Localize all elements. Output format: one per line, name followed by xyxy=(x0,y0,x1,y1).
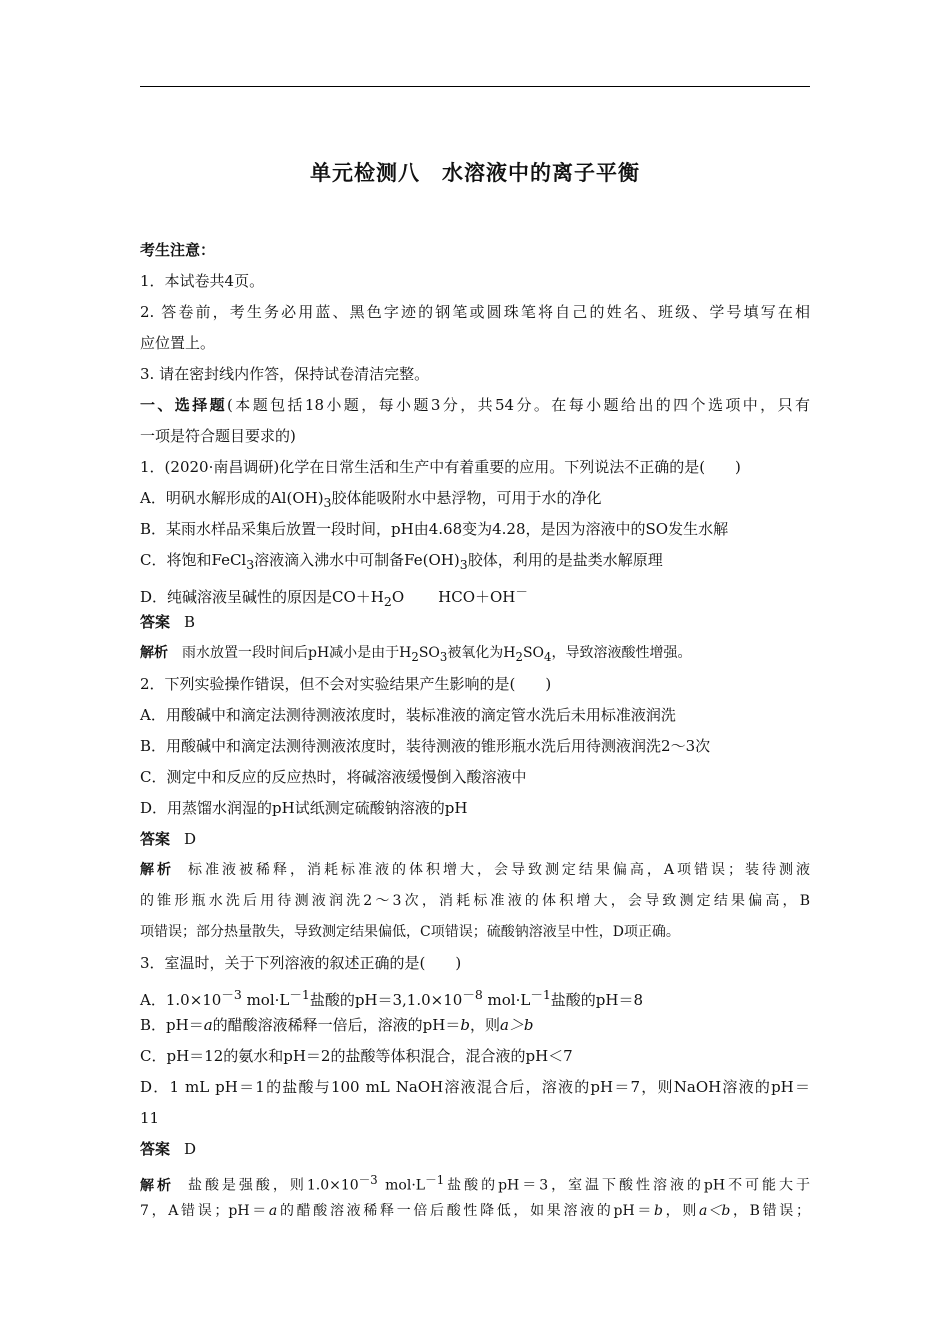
q2-option-b: B．用酸碱中和滴定法测待测液浓度时，装待测液的锥形瓶水洗后用待测液润洗2～3次 xyxy=(140,737,711,755)
answer-value: B xyxy=(184,613,196,631)
q1-stem: 1．(2020·南昌调研)化学在日常生活和生产中有着重要的应用。下列说法不正确的是( ) xyxy=(140,458,741,476)
q1-analysis: 解析 雨水放置一段时间后pH减小是由于$H_2SO_3$被氧化为$H_2SO_4$，导致溶液酸性增强。 xyxy=(140,645,692,664)
notice-item: 2. 答卷前，考生务必用蓝、黑色字迹的钢笔或圆珠笔将自己的姓名、班级、学号填写在相 xyxy=(140,303,810,321)
q2-stem: 2．下列实验操作错误，但不会对实验结果产生影响的是( ) xyxy=(140,675,552,693)
q3-option-b: B．pH＝a的醋酸溶液稀释一倍后，溶液的pH＝b，则a＞b xyxy=(140,1016,534,1034)
answer-value: D xyxy=(184,1140,197,1158)
q2-analysis-cont: 的锥形瓶水洗后用待测液润洗2～3次，消耗标准液的体积增大，会导致测定结果偏高，B xyxy=(140,893,810,909)
q1-option-a: A．明矾水解形成的$Al(OH)_3$胶体能吸附水中悬浮物，可用于水的净化 xyxy=(140,489,602,510)
q1-option-c: C．将饱和FeCl$_3$溶液滴入沸水中可制备$Fe(OH)_3$胶体，利用的是盐类水解原理 xyxy=(140,551,663,572)
q1-answer xyxy=(140,607,810,638)
analysis-label: 解析 xyxy=(140,645,168,661)
q2-analysis-cont: 项错误；部分热量散失，导致测定结果偏低，C项错误；硫酸钠溶液呈中性，D项正确。 xyxy=(140,924,680,940)
exam-content xyxy=(140,235,810,1227)
section-desc: (本题包括18小题，每小题3分，共54分。在每小题给出的四个选项中，只有 xyxy=(227,396,810,414)
answer-label: 答案 xyxy=(140,1140,171,1158)
q2-option-d: D．用蒸馏水润湿的pH试纸测定硫酸钠溶液的pH xyxy=(140,799,468,817)
q3-option-c: C．pH＝12的氨水和pH＝2的盐酸等体积混合，混合液的pH＜7 xyxy=(140,1047,573,1065)
q2-answer xyxy=(140,824,810,855)
section-heading: 一、选择题 xyxy=(140,396,228,414)
section-desc-cont: 一项是符合题目要求的) xyxy=(140,427,296,445)
notice-heading: 考生注意： xyxy=(140,241,216,259)
q2-option-a: A．用酸碱中和滴定法测待测液浓度时，装标准液的滴定管水洗后未用标准液润洗 xyxy=(140,706,676,724)
q1-option-d: D．纯碱溶液呈碱性的原因是$CO+H_2O$ HCO＋OH－ xyxy=(140,584,528,609)
q3-option-d-cont: 11 xyxy=(140,1109,160,1127)
notice-item: 3. 请在密封线内作答，保持试卷清洁完整。 xyxy=(140,365,430,383)
notice-item: 1．本试卷共4页。 xyxy=(140,272,265,290)
page-title: 单元检测八 水溶液中的离子平衡 xyxy=(310,161,640,185)
answer-label: 答案 xyxy=(140,830,171,848)
notice-item-cont: 应位置上。 xyxy=(140,334,216,352)
q3-analysis-cont: 7，A错误；pH＝a的醋酸溶液稀释一倍后酸性降低，如果溶液的pH＝b，则a＜b，B错误； xyxy=(140,1203,810,1219)
answer-value: D xyxy=(184,830,197,848)
q3-answer xyxy=(140,1134,810,1165)
q2-analysis: 解析 标准液被稀释，消耗标准液的体积增大，会导致测定结果偏高，A项错误；装待测液 xyxy=(140,862,811,878)
q1-option-b: B．某雨水样品采集后放置一段时间，pH由4.68变为4.28，是因为溶液中的SO发生水解 xyxy=(140,520,729,538)
q3-option-d: D．1 mL pH＝1的盐酸与100 mL NaOH溶液混合后，溶液的pH＝7，则NaOH溶液的pH＝ xyxy=(140,1078,810,1096)
answer-label: 答案 xyxy=(140,613,171,631)
q3-stem: 3．室温时，关于下列溶液的叙述正确的是( ) xyxy=(140,954,462,972)
q3-option-a: A．$1.0\times 10^{-3}$ $mol\cdot L^{-1}$盐酸的$pH=3,1.0\times 10^{-8}$ $mol\cdot L^{-1}$盐酸的pH＝8 xyxy=(140,987,644,1009)
q2-option-c: C．测定中和反应的反应热时，将碱溶液缓慢倒入酸溶液中 xyxy=(140,768,527,786)
section-heading-line xyxy=(140,390,810,421)
analysis-label: 解析 xyxy=(140,1177,174,1194)
q3-analysis: 解析 盐酸是强酸，则$1.0\times 10^{-3}$ $mol\cdot L^{-1}$盐酸的pH＝3，室温下酸性溶液的pH不可能大于 xyxy=(140,1173,810,1194)
analysis-label: 解析 xyxy=(140,862,174,878)
header-rule xyxy=(140,86,810,87)
